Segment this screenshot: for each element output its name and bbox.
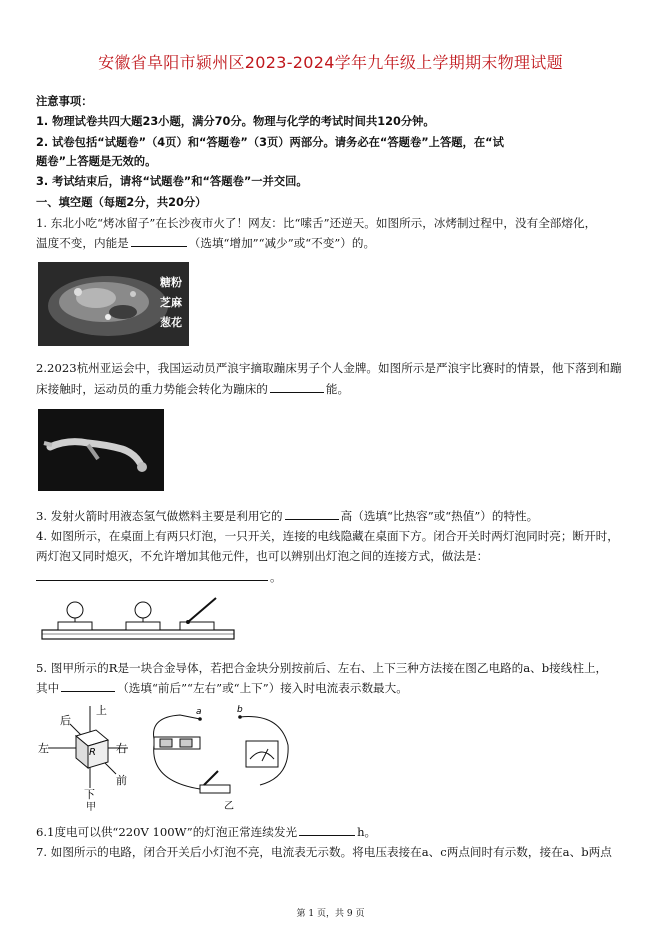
q2-athlete-photo [38,409,164,491]
q2-text-pre: 床接触时，运动员的重力势能会转化为蹦床的 [36,382,268,396]
q1-food-photo [38,262,189,346]
notice-item-3: 3. 考试结束后，请将“试题卷”和“答题卷”一并交回。 [36,175,308,188]
notice-item-2b: 题卷”上答题是无效的。 [36,155,157,168]
q4-line-a: 4. 如图所示，在桌面上有两只灯泡，一只开关，连接的电线隐藏在桌面下方。闭合开关时两灯泡同时亮；断开时， [36,529,619,543]
q3-answer-blank[interactable] [285,507,339,520]
q2-text-post: 能。 [325,382,350,396]
q5-text-pre: 其中 [36,681,60,695]
q4-line-b: 两灯泡又同时熄灭，不允许增加其他元件，也可以辨别出灯泡之间的连接方式，做法是： [36,549,489,563]
notice-item-1: 1. 物理试卷共四大题23小题，满分70分。物理与化学的考试时间共120分钟。 [36,115,435,128]
yi-caption: 乙 [224,801,234,812]
yi-label-b: b [237,705,243,715]
q2-line-a: 2.2023杭州亚运会中，我国运动员严浪宇摘取蹦床男子个人金牌。如图所示是严浪宇比赛时的情景，他下落到和蹦 [36,361,622,375]
q5-line-b [36,679,636,697]
q1-text-post: （选填“增加”“减少”或“不变”）的。 [188,236,376,250]
jia-caption: 甲 [86,802,96,812]
q3-text-post: 高（选填“比热容”或“热值”）的特性。 [340,509,539,523]
q5-text-post: （选填“前后”“左右”或“上下”）接入时电流表示数最大。 [117,681,408,695]
q6-text-pre: 6.1度电可以供“220V 100W”的灯泡正常连续发光 [36,825,298,839]
q5-line-a: 5. 图甲所示的R是一块合金导体，若把合金块分别按前后、左右、上下三种方法接在图乙电路的a、b接线柱上， [36,661,608,675]
q3-line [36,507,636,525]
jia-label-right: 右 [116,742,127,755]
q5-answer-blank[interactable] [61,679,115,692]
q3-text-pre: 3. 发射火箭时用液态氢气做燃料主要是利用它的 [36,509,283,523]
q4-line-c [36,568,636,586]
q1-line-b [36,234,636,252]
section-heading: 一、填空题（每题2分，共20分） [36,196,207,209]
q4-text-post: 。 [270,570,282,584]
q7-line-a: 7. 如图所示的电路，闭合开关后小灯泡不亮，电流表无示数。将电压表接在a、c两点间时有示数，接在a、b两点 [36,845,612,859]
yi-label-a: a [196,707,202,717]
jia-label-front: 前 [116,774,127,787]
q4-figure [38,594,238,644]
q1-line-a: 1. 东北小吃“烤冰留子”在长沙夜市火了！网友：比“嗦舌”还逆天。如图所示，冰烤制过程中，没有全部熔化， [36,216,597,230]
notice-item-2a: 2. 试卷包括“试题卷”（4页）和“答题卷”（3页）两部分。请务必在“答题卷”上答题，在“试 [36,136,504,149]
jia-label-top: 上 [96,704,107,717]
q1-answer-blank[interactable] [131,234,187,247]
q1-text-pre: 温度不变，内能是 [36,236,129,250]
q6-line [36,823,636,841]
photo-label-1: 糖粉 [160,276,182,289]
jia-label-left: 左 [38,742,49,755]
q6-text-post: h。 [357,825,377,839]
q2-line-b [36,380,636,398]
notice-heading: 注意事项： [36,95,93,108]
photo-label-2: 芝麻 [160,296,182,309]
page-title: 安徽省阜阳市颍州区2023-2024学年九年级上学期期末物理试题 [98,53,563,72]
jia-label-r: R [89,747,96,758]
jia-label-bottom: 下 [84,788,95,801]
photo-label-3: 葱花 [160,316,182,329]
q6-answer-blank[interactable] [299,823,355,836]
page-footer: 第 1 页，共 9 页 [296,909,365,919]
q2-answer-blank[interactable] [270,380,324,393]
q4-answer-blank[interactable] [36,568,268,581]
q5-figure-yi [140,705,300,815]
jia-label-back: 后 [60,714,71,727]
q5-figure-jia [36,702,146,812]
